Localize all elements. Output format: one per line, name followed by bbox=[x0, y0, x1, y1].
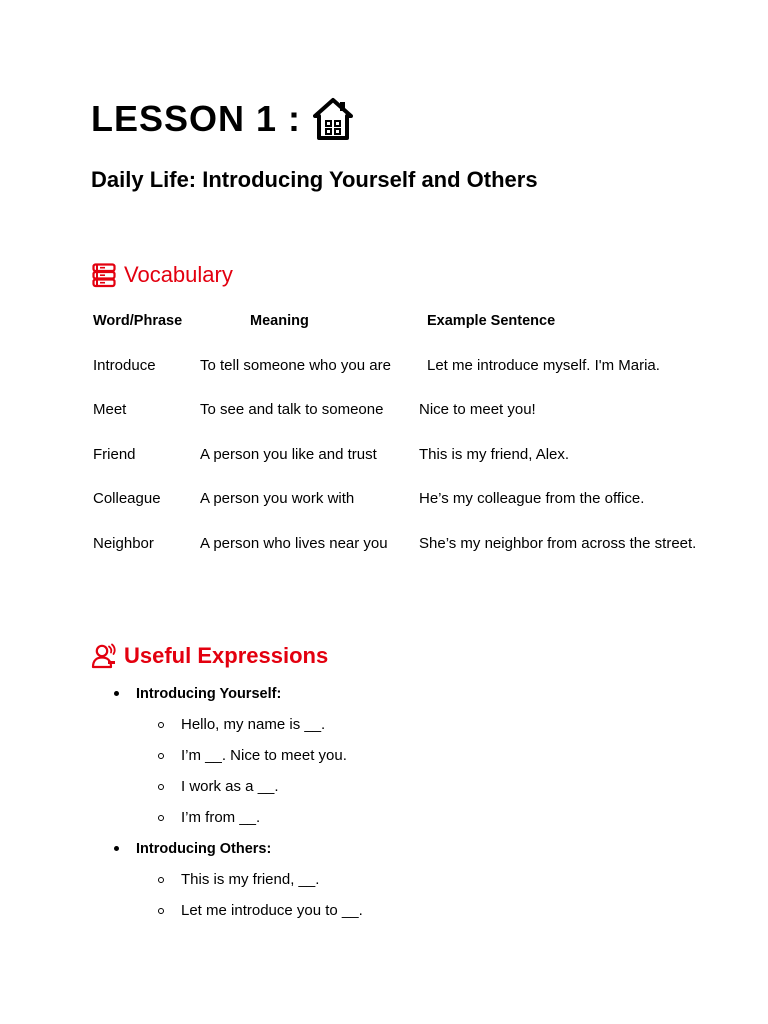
list-item bbox=[0, 837, 768, 868]
list-item bbox=[0, 713, 768, 744]
word-cell: Meet bbox=[93, 401, 127, 418]
list-item bbox=[0, 775, 768, 806]
speaking-person-icon bbox=[91, 643, 117, 669]
expression-text: I’m from __. bbox=[181, 809, 261, 826]
vocabulary-table bbox=[93, 310, 733, 577]
table-row bbox=[93, 533, 733, 578]
expression-text: Let me introduce you to __. bbox=[181, 902, 363, 919]
meaning-cell: To see and talk to someone bbox=[200, 401, 384, 418]
table-row bbox=[93, 488, 733, 533]
header-example-sentence: Example Sentence bbox=[427, 313, 556, 329]
meaning-cell: To tell someone who you are bbox=[200, 356, 391, 374]
group-label: Introducing Yourself: bbox=[136, 686, 282, 702]
expressions-list bbox=[0, 682, 768, 930]
table-row bbox=[93, 444, 733, 489]
expression-text: Hello, my name is __. bbox=[181, 716, 326, 733]
header-meaning: Meaning bbox=[250, 313, 309, 329]
meaning-cell: A person you like and trust bbox=[200, 445, 377, 463]
meaning-cell: A person you work with bbox=[200, 490, 355, 507]
word-cell: Neighbor bbox=[93, 534, 154, 552]
list-item bbox=[0, 806, 768, 837]
example-cell: Nice to meet you! bbox=[419, 401, 536, 418]
vocabulary-heading-text: Vocabulary bbox=[124, 262, 233, 287]
word-cell: Colleague bbox=[93, 490, 161, 507]
bullet-icon bbox=[114, 691, 119, 696]
header-word-phrase: Word/Phrase bbox=[93, 313, 183, 329]
table-row bbox=[93, 355, 733, 400]
lesson-title bbox=[91, 97, 353, 141]
word-cell: Friend bbox=[93, 445, 136, 463]
circle-bullet-icon bbox=[158, 908, 164, 914]
bullet-icon bbox=[114, 846, 119, 851]
example-cell: Let me introduce myself. I'm Maria. bbox=[427, 356, 660, 374]
example-cell: She’s my neighbor from across the street. bbox=[419, 534, 697, 552]
list-item bbox=[0, 744, 768, 775]
word-cell: Introduce bbox=[93, 356, 156, 374]
expression-text: I’m __. Nice to meet you. bbox=[181, 747, 347, 764]
circle-bullet-icon bbox=[158, 753, 164, 759]
expression-text: This is my friend, __. bbox=[181, 871, 320, 888]
lesson-title-text: LESSON 1 : bbox=[91, 98, 302, 139]
circle-bullet-icon bbox=[158, 784, 164, 790]
list-item bbox=[0, 682, 768, 713]
meaning-cell: A person who lives near you bbox=[200, 534, 388, 552]
expression-text: I work as a __. bbox=[181, 778, 279, 795]
circle-bullet-icon bbox=[158, 877, 164, 883]
list-item bbox=[0, 899, 768, 930]
example-cell: This is my friend, Alex. bbox=[419, 445, 570, 463]
vocabulary-table-header bbox=[93, 310, 733, 355]
useful-expressions-heading-text: Useful Expressions bbox=[124, 643, 329, 668]
group-label: Introducing Others: bbox=[136, 841, 272, 857]
house-icon bbox=[313, 97, 353, 141]
books-icon bbox=[91, 262, 117, 288]
vocabulary-heading bbox=[91, 261, 233, 289]
useful-expressions-heading bbox=[91, 642, 328, 670]
circle-bullet-icon bbox=[158, 722, 164, 728]
circle-bullet-icon bbox=[158, 815, 164, 821]
table-row bbox=[93, 399, 733, 444]
lesson-subtitle: Daily Life: Introducing Yourself and Others bbox=[91, 167, 538, 192]
example-cell: He’s my colleague from the office. bbox=[419, 490, 645, 507]
list-item bbox=[0, 868, 768, 899]
